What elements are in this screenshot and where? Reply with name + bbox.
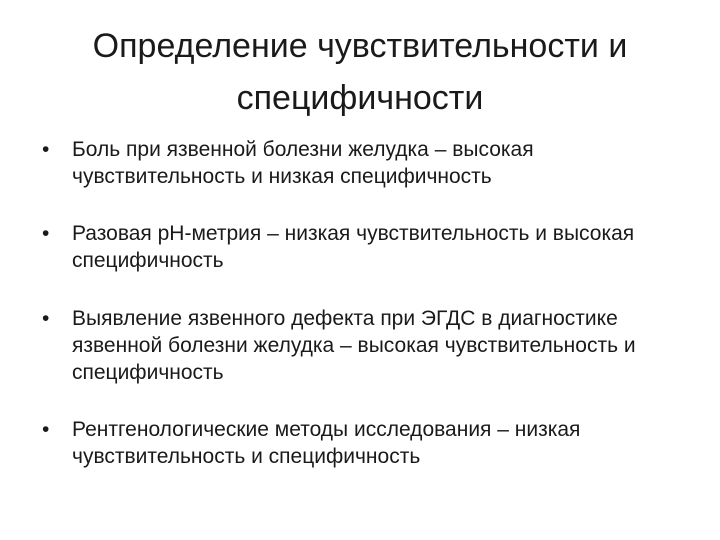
bullet-text: Рентгенологические методы исследования – низкая чувствительность и специфичность bbox=[72, 418, 581, 468]
bullet-icon: • bbox=[42, 222, 50, 245]
bullet-list bbox=[36, 136, 686, 500]
list-item bbox=[36, 136, 686, 190]
bullet-icon: • bbox=[42, 138, 50, 161]
bullet-text: Боль при язвенной болезни желудка – высокая чувствительность и низкая специфичность bbox=[72, 138, 534, 188]
bullet-text: Выявление язвенного дефекта при ЭГДС в диагностике язвенной болезни желудка – высокая чувствительность и специфичность bbox=[72, 307, 636, 384]
bullet-icon: • bbox=[42, 418, 50, 441]
slide-title: Определение чувствительности и специфичности bbox=[92, 27, 628, 117]
list-item bbox=[36, 220, 686, 274]
list-item bbox=[36, 305, 686, 386]
bullet-icon: • bbox=[42, 307, 50, 330]
bullet-text: Разовая рН-метрия – низкая чувствительность и высокая специфичность bbox=[72, 222, 635, 272]
list-item bbox=[36, 416, 686, 470]
